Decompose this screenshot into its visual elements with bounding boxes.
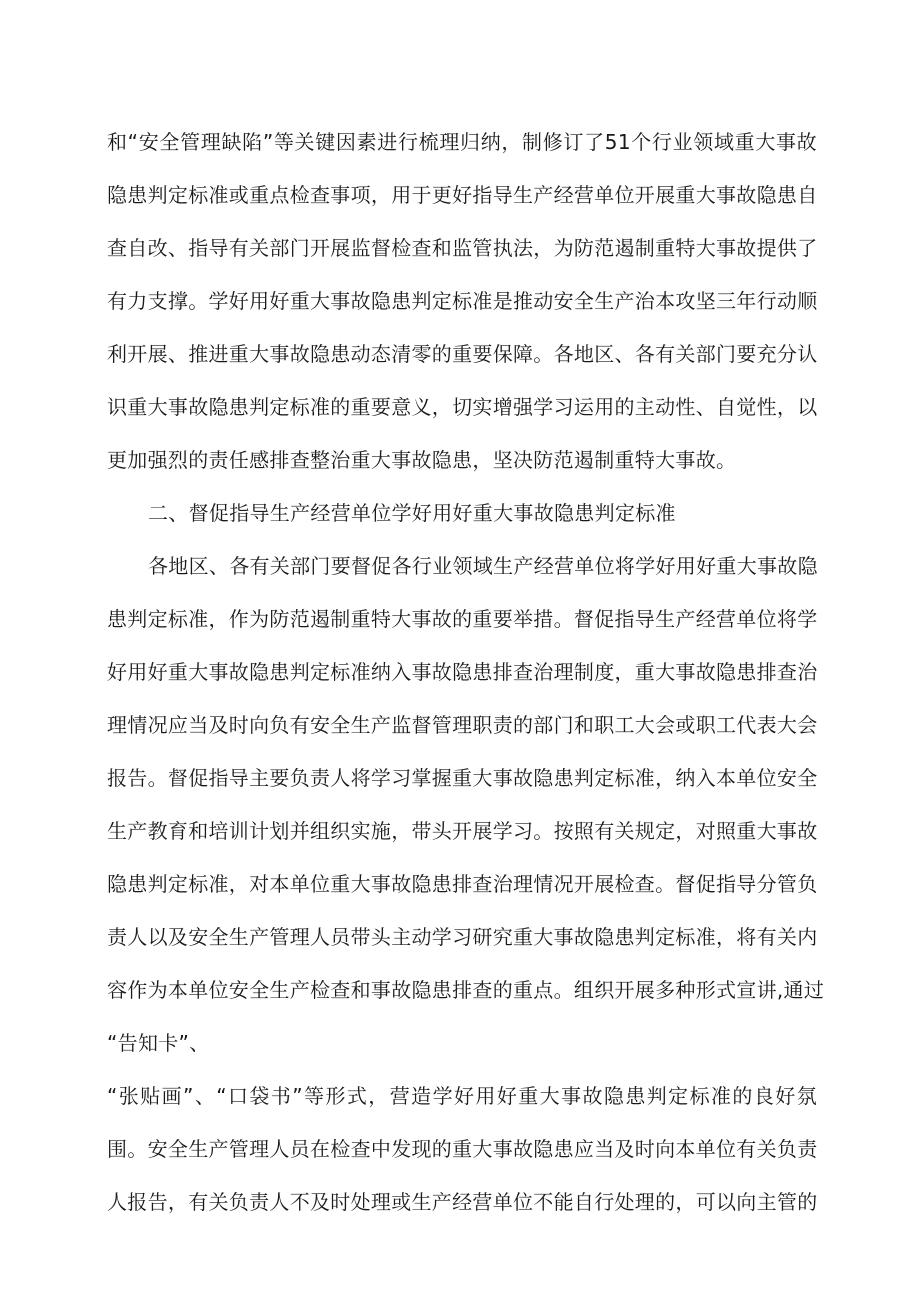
text-line: 和“安全管理缺陷”等关键因素进行梳理归纳，制修订了51个行业领域重大事故 bbox=[107, 130, 817, 154]
text-line: 查自改、指导有关部门开展监督检查和监管执法，为防范遏制重特大事故提供了 bbox=[107, 236, 818, 260]
text-line: 识重大事故隐患判定标准的重要意义，切实增强学习运用的主动性、自觉性，以 bbox=[107, 395, 818, 419]
text-line: 责人以及安全生产管理人员带头主动学习研究重大事故隐患判定标准，将有关内 bbox=[107, 925, 818, 949]
text-line: 容作为本单位安全生产检查和事故隐患排查的重点。组织开展多种形式宣讲,通过 bbox=[107, 978, 825, 1002]
text-line: “告知卡”、 bbox=[107, 1031, 210, 1055]
text-line: 隐患判定标准，对本单位重大事故隐患排查治理情况开展检查。督促指导分管负 bbox=[107, 872, 818, 896]
text-line: 好用好重大事故隐患判定标准纳入事故隐患排查治理制度，重大事故隐患排查治 bbox=[107, 660, 818, 684]
text-line: “张贴画”、“口袋书”等形式，营造学好用好重大事故隐患判定标准的良好氛 bbox=[107, 1084, 817, 1108]
text-line: 人报告，有关负责人不及时处理或生产经营单位不能自行处理的，可以向主管的 bbox=[107, 1190, 818, 1214]
text-line: 围。安全生产管理人员在检查中发现的重大事故隐患应当及时向本单位有关负责 bbox=[107, 1137, 818, 1161]
text-line: 更加强烈的责任感排查整治重大事故隐患，坚决防范遏制重特大事故。 bbox=[107, 448, 737, 472]
text-line: 生产教育和培训计划并组织实施，带头开展学习。按照有关规定，对照重大事故 bbox=[107, 819, 818, 843]
text-line: 理情况应当及时向负有安全生产监督管理职责的部门和职工大会或职工代表大会 bbox=[107, 713, 818, 737]
text-line: 有力支撑。学好用好重大事故隐患判定标准是推动安全生产治本攻坚三年行动顺 bbox=[107, 289, 818, 313]
text-line: 利开展、推进重大事故隐患动态清零的重要保障。各地区、各有关部门要充分认 bbox=[107, 342, 818, 366]
text-line: 各地区、各有关部门要督促各行业领域生产经营单位将学好用好重大事故隐 bbox=[148, 554, 818, 578]
text-line: 报告。督促指导主要负责人将学习掌握重大事故隐患判定标准，纳入本单位安全 bbox=[107, 766, 818, 790]
text-line: 隐患判定标准或重点检查事项，用于更好指导生产经营单位开展重大事故隐患自 bbox=[107, 183, 818, 207]
section-heading: 二、督促指导生产经营单位学好用好重大事故隐患判定标准 bbox=[148, 501, 676, 525]
text-line: 患判定标准，作为防范遏制重特大事故的重要举措。督促指导生产经营单位将学 bbox=[107, 607, 818, 631]
